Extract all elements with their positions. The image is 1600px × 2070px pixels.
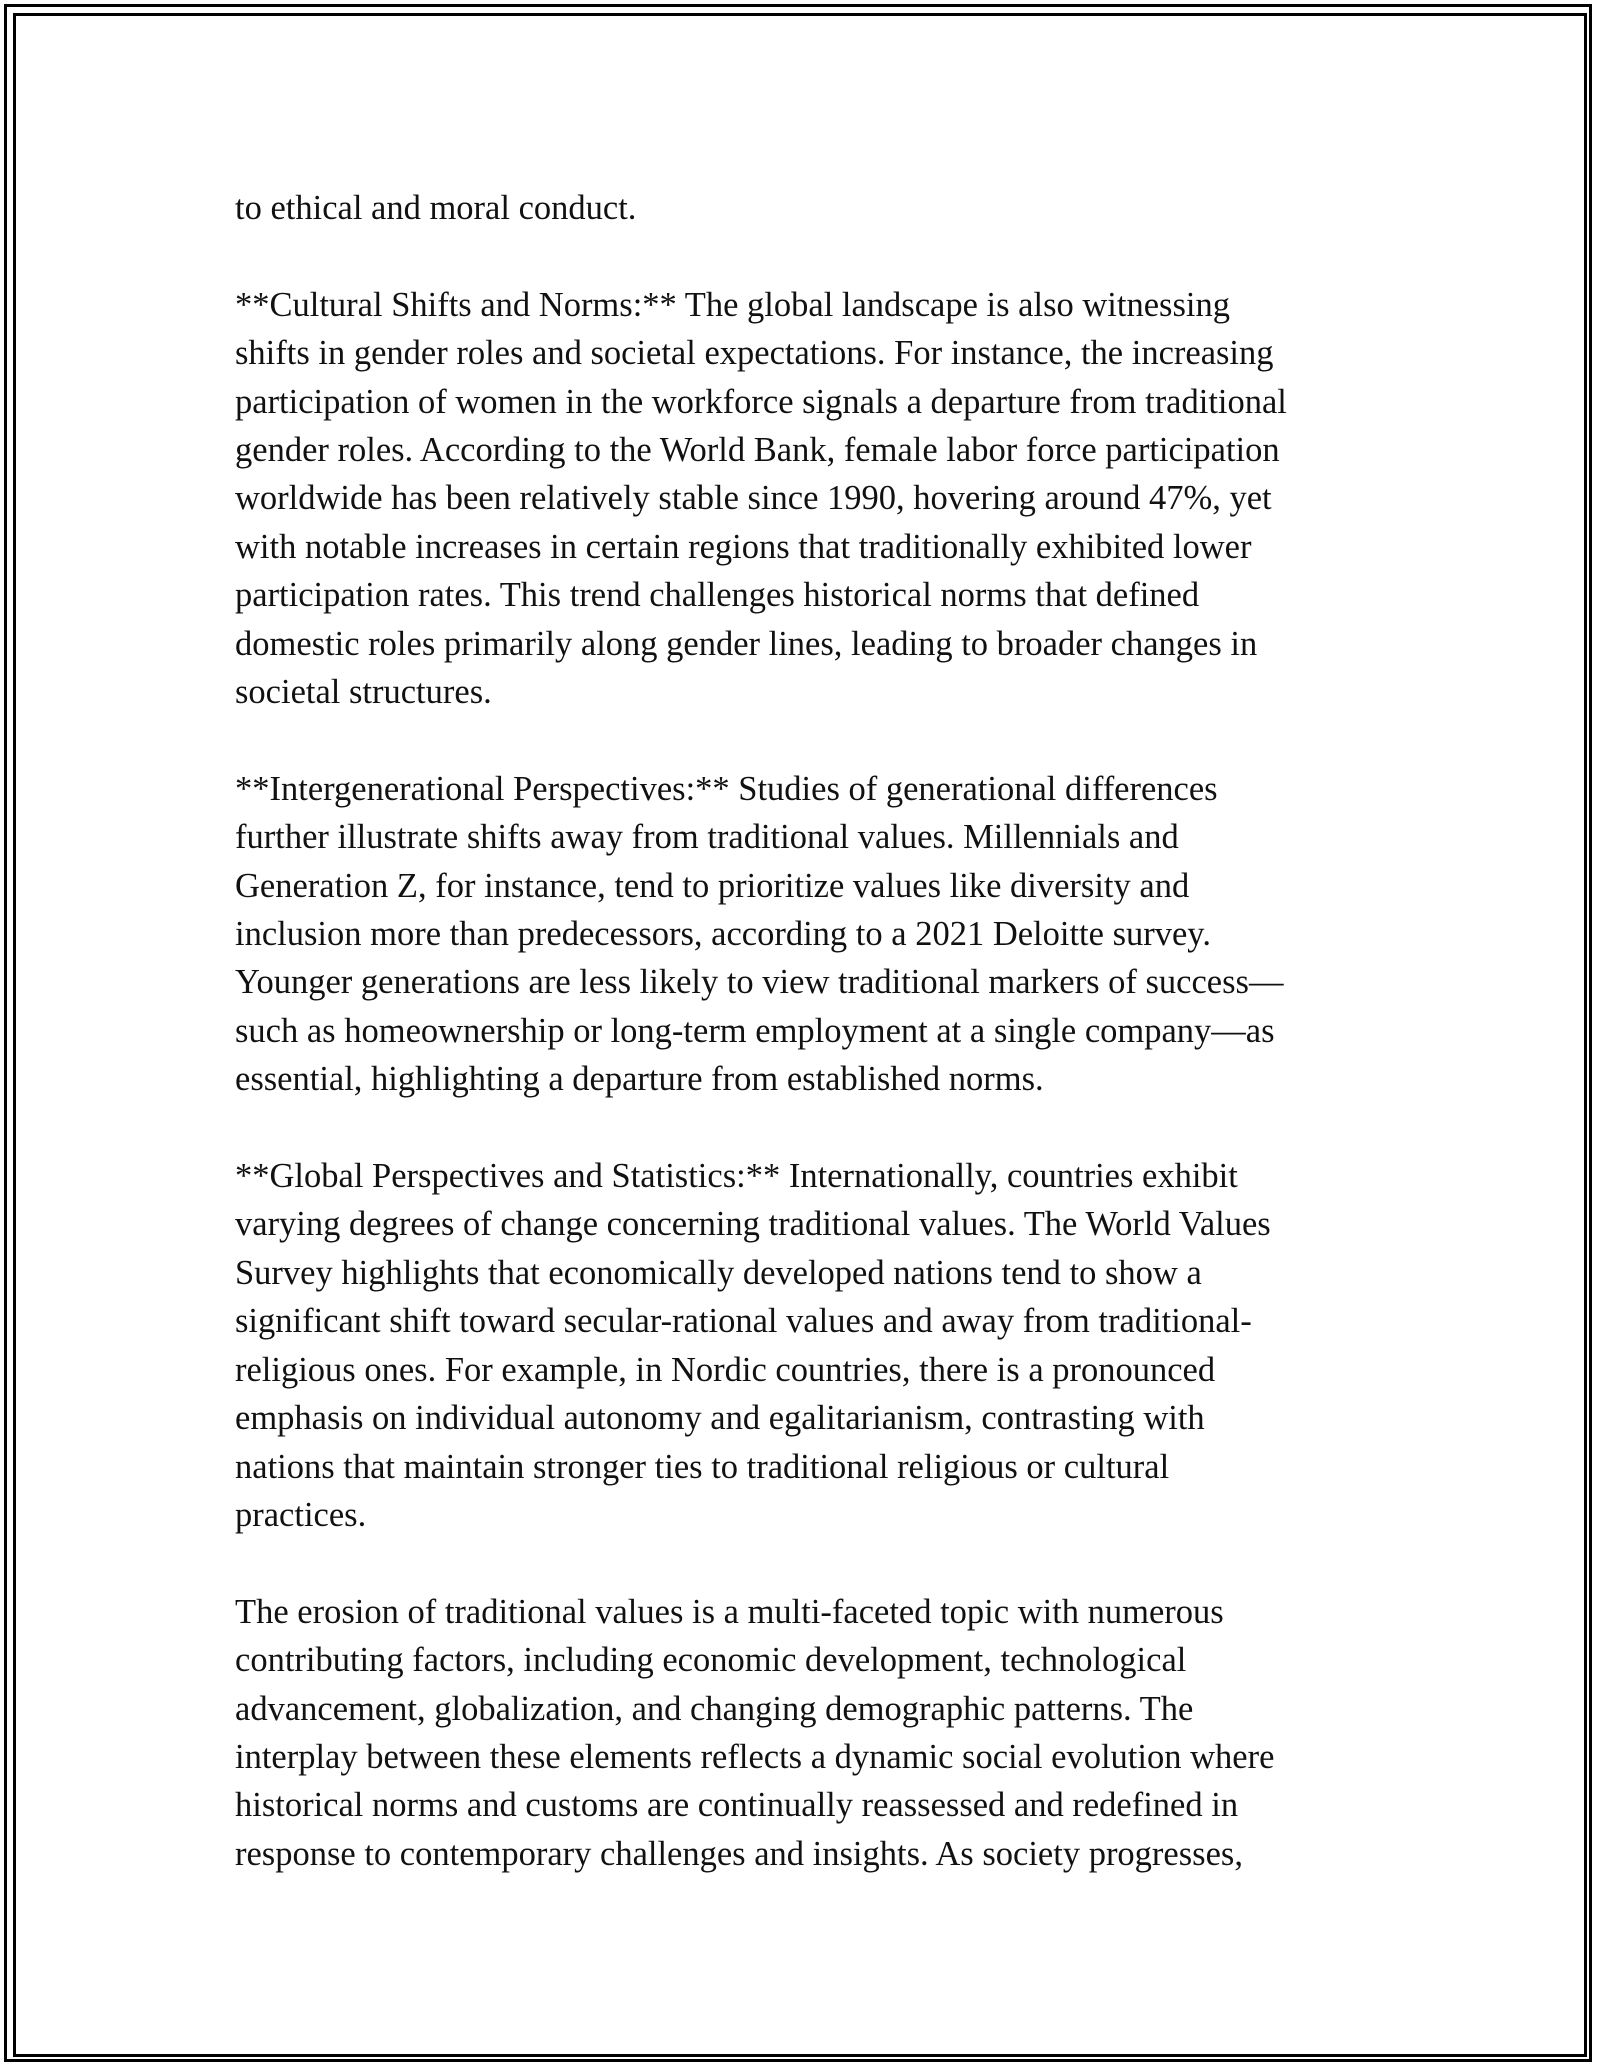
text-line: Survey highlights that economically developed nations tend to show a <box>235 1253 1202 1292</box>
text-line: emphasis on individual autonomy and egalitarianism, contrasting with <box>235 1399 1205 1438</box>
text-line: advancement, globalization, and changing demographic patterns. The <box>235 1689 1194 1728</box>
text-line: essential, highlighting a departure from established norms. <box>235 1060 1044 1099</box>
text-line: historical norms and customs are continually reassessed and redefined in <box>235 1786 1239 1825</box>
text-line: contributing factors, including economic development, technological <box>235 1641 1187 1680</box>
text-line: such as homeownership or long-term employment at a single company—as <box>235 1011 1275 1050</box>
text-line: worldwide has been relatively stable since 1990, hovering around 47%, yet <box>235 479 1272 518</box>
text-line: domestic roles primarily along gender lines, leading to broader changes in <box>235 624 1258 663</box>
text-line: religious ones. For example, in Nordic countries, there is a pronounced <box>235 1350 1216 1389</box>
text-line: shifts in gender roles and societal expectations. For instance, the increasing <box>235 334 1274 373</box>
text-line: interplay between these elements reflects a dynamic social evolution where <box>235 1737 1275 1776</box>
paragraph-global-perspectives <box>235 1152 1365 1539</box>
text-line: inclusion more than predecessors, according to a 2021 Deloitte survey. <box>235 915 1211 954</box>
text-line: varying degrees of change concerning traditional values. The World Values <box>235 1205 1271 1244</box>
paragraph-continuation <box>235 184 1365 232</box>
text-line: societal structures. <box>235 673 492 712</box>
text-line: practices. <box>235 1495 367 1534</box>
text-line: Generation Z, for instance, tend to prioritize values like diversity and <box>235 866 1190 905</box>
text-line: Younger generations are less likely to view traditional markers of success— <box>235 963 1284 1002</box>
text-line: response to contemporary challenges and insights. As society progresses, <box>235 1834 1243 1873</box>
text-line: further illustrate shifts away from traditional values. Millennials and <box>235 818 1179 857</box>
paragraph-cultural-shifts <box>235 281 1365 717</box>
text-line: The erosion of traditional values is a multi-faceted topic with numerous <box>235 1592 1224 1631</box>
text-line: **Intergenerational Perspectives:** Studies of generational differences <box>235 769 1218 808</box>
text-line: **Cultural Shifts and Norms:** The global landscape is also witnessing <box>235 285 1230 324</box>
paragraph-conclusion <box>235 1588 1365 1878</box>
document-body <box>235 184 1365 1878</box>
text-line: participation rates. This trend challenges historical norms that defined <box>235 576 1200 615</box>
text-line: significant shift toward secular-rational values and away from traditional- <box>235 1302 1252 1341</box>
text-line: participation of women in the workforce signals a departure from traditional <box>235 382 1287 421</box>
text-line: with notable increases in certain regions that traditionally exhibited lower <box>235 527 1252 566</box>
text-line: **Global Perspectives and Statistics:** Internationally, countries exhibit <box>235 1157 1238 1196</box>
paragraph-intergenerational <box>235 765 1365 1104</box>
text-line: nations that maintain stronger ties to traditional religious or cultural <box>235 1447 1170 1486</box>
text-line: to ethical and moral conduct. <box>235 189 637 227</box>
text-line: gender roles. According to the World Bank, female labor force participation <box>235 431 1280 470</box>
